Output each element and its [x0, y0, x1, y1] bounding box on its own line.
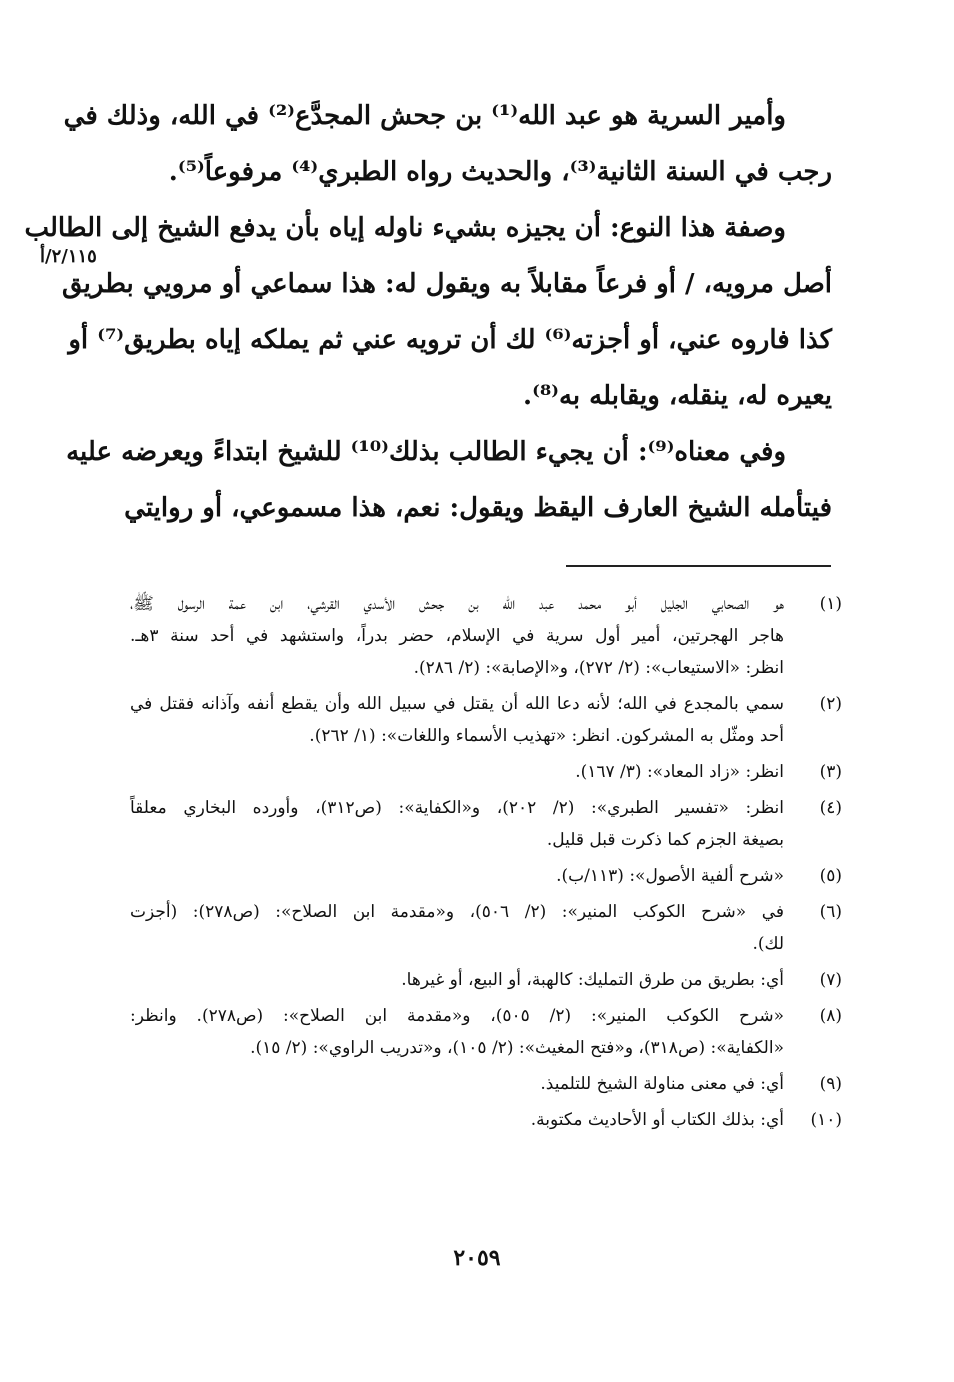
- text-line: وأمير السرية هو عبد الله⁽¹⁾ بن جحش المجدَّع⁽²⁾ في الله، وذلك في: [63, 101, 786, 131]
- footnote: [130, 1000, 842, 1064]
- footnote-number: (٤): [819, 798, 842, 818]
- text-line: رجب في السنة الثانية⁽³⁾، والحديث رواه الطبري⁽⁴⁾ مرفوعاً⁽⁵⁾.: [168, 157, 832, 187]
- text-line: أصل مرويه، / أو فرعاً مقابلاً به ويقول له: هذا سماعي أو مرويي بطريق: [61, 269, 832, 299]
- footnote-line: في «شرح الكوكب المنير»: (٢/ ٥٠٦)، و«مقدمة ابن الصلاح»: (ص٢٧٨): (أجزت: [130, 902, 785, 922]
- footnote-number: (٥): [819, 866, 842, 886]
- footnote-line: هو الصحابي الجليل أبو محمد عبد الله بن جحش الأسدي القرشي، ابن عمة الرسول ﷺ،: [130, 594, 784, 614]
- footnote-line: «شرح ألفية الأصول»: (١١٣/ب).: [556, 866, 784, 886]
- footnote-line: أي: في معنى مناولة الشيخ للتلميذ.: [540, 1074, 784, 1094]
- footnote-line: انظر: «زاد المعاد»: (٣/ ١٦٧).: [575, 762, 784, 782]
- footnote-number: (٧): [819, 970, 842, 990]
- text-line: يعيره له، ينقله، ويقابله به⁽⁸⁾.: [523, 381, 832, 411]
- footnote-number: (٩): [819, 1074, 842, 1094]
- footnote-number: (٣): [819, 762, 842, 782]
- footnote: [130, 756, 842, 788]
- footnote: [130, 860, 842, 892]
- footnote: [130, 792, 842, 856]
- footnote-line: أي: بذلك الكتاب أو الأحاديث مكتوبة.: [530, 1110, 784, 1130]
- footnote-line: «شرح الكوكب المنير»: (٢/ ٥٠٥)، و«مقدمة ابن الصلاح»: (ص٢٧٨). وانظر:: [130, 1006, 784, 1026]
- page-number: ٢٠٥٩: [453, 1245, 501, 1271]
- footnote-line: سمي بالمجدع في الله؛ لأنه دعا الله أن يقتل في سبيل الله وأن يقطع أنفه وآذانه فقتل في: [130, 694, 784, 714]
- footnote: [130, 964, 842, 996]
- text-line: كذا فاروه عني، أو أجزته⁽⁶⁾ لك أن ترويه عني ثم يملكه إياه بطريق⁽⁷⁾ أو: [68, 325, 832, 355]
- footnote-number: (١٠): [810, 1110, 842, 1130]
- footnote-line: أحد ومثّل به المشركون. انظر: «تهذيب الأسماء واللغات»: (١/ ٢٦٢).: [309, 726, 784, 746]
- footnote-line: أي: بطريق من طرق التمليك: كالهبة، أو البيع، أو غيرها.: [401, 970, 784, 990]
- footnote: [130, 1104, 842, 1136]
- footnote-line: انظر: «الاستيعاب»: (٢/ ٢٧٢)، و«الإصابة»: (٢/ ٢٨٦).: [413, 658, 784, 678]
- footnote: [130, 896, 842, 960]
- text-line: وفي معناه⁽⁹⁾: أن يجيء الطالب بذلك⁽¹⁰⁾ للشيخ ابتداءً ويعرضه عليه: [66, 437, 786, 467]
- manuscript-folio-reference: ٢/١١٥/أ: [40, 246, 97, 267]
- text-line: وصفة هذا النوع: أن يجيزه بشيء ناوله إياه بأن يدفع الشيخ إلى الطالب: [24, 213, 786, 243]
- footnote-line: «الكفاية»: (ص٣١٨)، و«فتح المغيث»: (٢/ ١٠٥)، و«تدريب الراوي»: (٢/ ١٥).: [250, 1038, 784, 1058]
- footnote-line: هاجر الهجرتين، أمير أول سرية في الإسلام، حضر بدراً، واستشهد في أحد سنة ٣هـ.: [130, 626, 784, 646]
- footnote-line: لك).: [752, 934, 784, 954]
- footnote-line: بصيغة الجزم كما ذكرت قبل قليل.: [546, 830, 784, 850]
- footnote-separator: [566, 565, 831, 567]
- footnote-number: (٢): [819, 694, 842, 714]
- footnote-number: (٨): [819, 1006, 842, 1026]
- footnote-line: انظر: «تفسير الطبري»: (٢/ ٢٠٢)، و«الكفاية»: (ص٣١٢)، وأورده البخاري معلقاً: [130, 798, 784, 818]
- footnote: [130, 688, 842, 752]
- text-line: فيتأمله الشيخ العارف اليقظ ويقول: نعم، هذا مسموعي، أو روايتي: [124, 493, 832, 523]
- footnote: [130, 588, 842, 684]
- footnotes: [130, 588, 842, 1136]
- footnote: [130, 1068, 842, 1100]
- footnote-number: (١): [819, 594, 842, 614]
- footnote-number: (٦): [819, 902, 842, 922]
